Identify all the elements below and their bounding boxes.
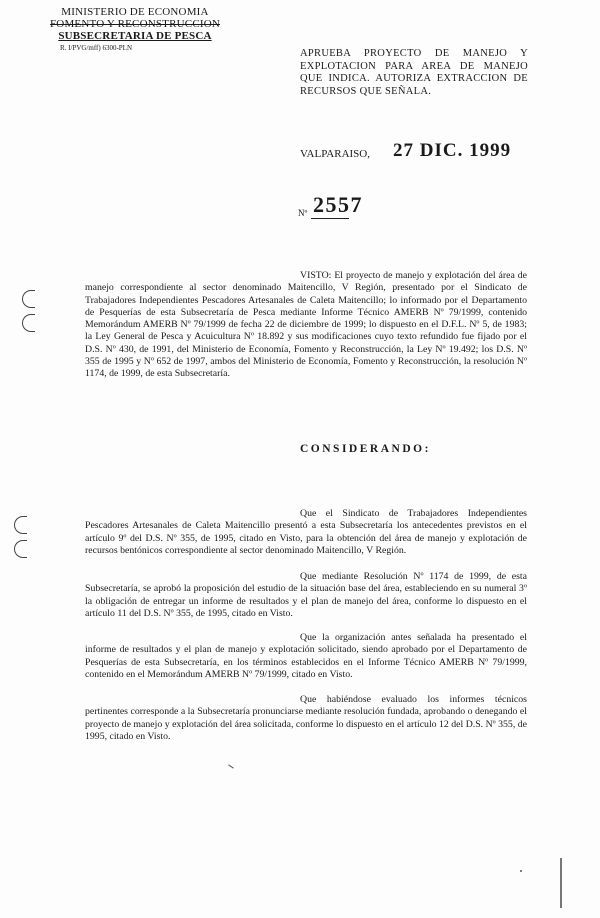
punch-hole-mark [22,314,35,332]
letterhead-undersecretariat: SUBSECRETARIA DE PESCA [58,30,212,42]
considerando-paragraph: Que mediante Resolución Nº 1174 de 1999, de esta Subsecretaría, se aprobó la proposición del estudio de la situación base del área, estableciendo en su numeral 3º la obligación de entregar un informe de resultados y el plan de manejo del área, conforme lo dispuesto en el artículo 11 del D.S. Nº 355, de 1995, citado en Visto. [85,571,527,619]
punch-hole-mark [14,516,27,534]
number-label: Nº [298,208,308,218]
considerando-heading: CONSIDERANDO: [300,443,431,455]
letterhead-ministry-line2: FOMENTO Y RECONSTRUCCION [49,18,221,30]
scan-edge-mark [560,858,562,908]
visto-paragraph: VISTO: El proyecto de manejo y explotación del área de manejo correspondiente al sector denominado Maitencillo, V Región, presentado por el Sindicato de Trabajadores Independientes Pescadores Artesanales de Caleta Maitencillo; lo informado por el Departamento de Pesquerías de esta Subsecretaría de Pesca mediante Informe Técnico AMERB Nº 79/1999, contenido Memorándum AMERB Nº 79/1999 de fecha 22 de diciembre de 1999; lo dispuesto en el D.F.L. Nº 5, de 1983; la Ley General de Pesca y Acuicultura Nº 18.892 y sus modificaciones cuyo texto refundido fue fijado por el D.S. Nº 430, de 1991, del Ministerio de Economía, Fomento y Reconstrucción, la Ley Nº 19.492; los D.S. Nº 355 de 1995 y Nº 652 de 1997, ambos del Ministerio de Economía, Fomento y Reconstrucción, la resolución Nº 1174, de 1999, de esta Subsecretaría. [85,270,527,380]
letterhead-reference: R. I/PVG/mff) 6300-PLN [60,44,133,52]
number-underline [311,218,349,219]
punch-hole-mark [14,540,27,558]
letterhead-ministry: MINISTERIO DE ECONOMIA [61,6,209,18]
date-stamp: 27 DIC. 1999 [393,140,512,161]
scan-mark [228,764,233,768]
letterhead [40,6,230,54]
considerando-paragraph: Que habiéndose evaluado los informes técnicos pertinentes corresponde a la Subsecretaría pronunciarse mediante resolución fundada, aprobando o denegando el proyecto de manejo y explotación del área solicitada, conforme lo dispuesto en el artículo 12 del D.S. Nº 355, de 1995, citado en Visto. [85,694,527,742]
considerando-paragraph: Que el Sindicato de Trabajadores Independientes Pescadores Artesanales de Caleta Maitencillo presentó a esta Subsecretaría los antecedentes previstos en el artículo 9º del D.S. Nº 355, de 1995, citado en Visto, para la obtención del área de manejo y explotación de recursos bentónicos correspondiente al sector denominado Maitencillo, V Región. [85,508,527,556]
place-label: VALPARAISO, [300,148,370,160]
document-subject: APRUEBA PROYECTO DE MANEJO Y EXPLOTACION PARA AREA DE MANEJO QUE INDICA. AUTORIZA EXTRACCION DE RECURSOS QUE SEÑALA. [300,48,528,97]
punch-hole-mark [22,290,35,308]
considerando-paragraph: Que la organización antes señalada ha presentado el informe de resultados y el plan de manejo y explotación solicitado, siendo aprobado por el Departamento de Pesquerías de esta Subsecretaría, en los términos establecidos en el Informe Técnico AMERB Nº 79/1999, contenido en el Memorándum AMERB Nº 79/1999, citado en Visto. [85,632,527,680]
scan-speck [520,870,522,872]
resolution-number: 2557 [313,192,363,217]
